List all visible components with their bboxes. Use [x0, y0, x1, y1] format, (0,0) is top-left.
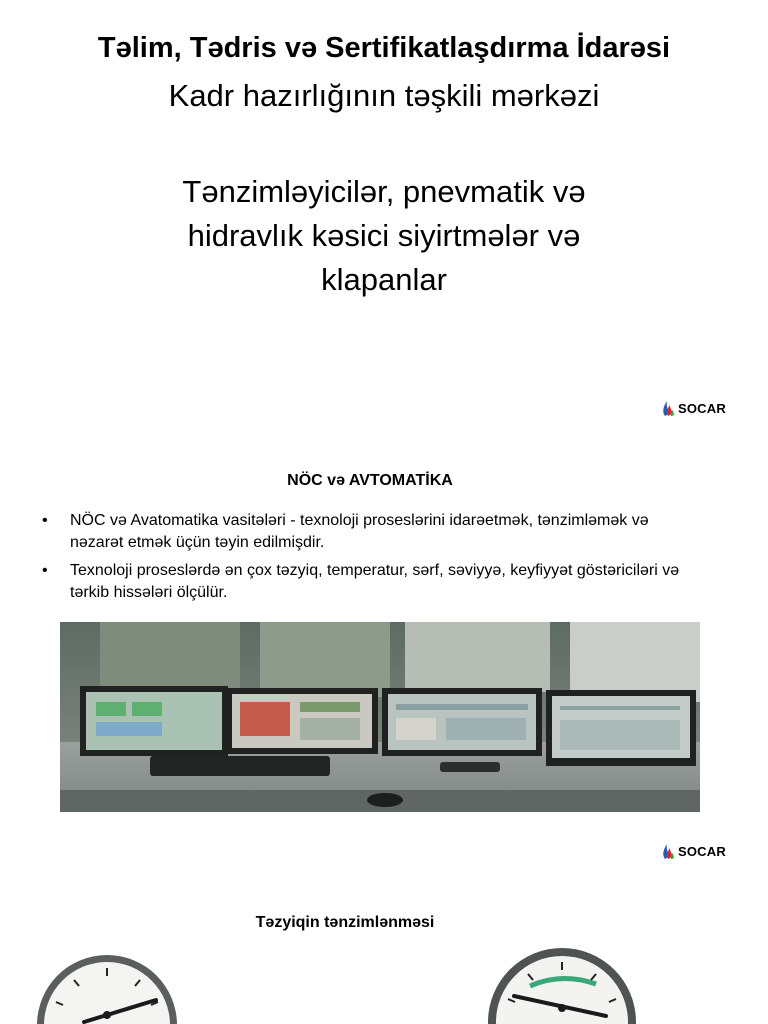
- logo-wordmark: SOCAR: [678, 400, 726, 416]
- topic-line: klapanlar: [321, 262, 447, 297]
- socar-flame-icon: [661, 399, 675, 417]
- bullet-text: NÖC və Avatomatika vasitələri - texnoloji proseslərini idarəetmək, tənzimləmək və nəzarət etmək üçün təyin edilmişdir.: [70, 512, 649, 551]
- title-slide: [0, 0, 768, 440]
- automation-slide: [0, 440, 768, 872]
- slide-subtitle: Kadr hazırlığının təşkili mərkəzi: [168, 78, 600, 113]
- list-item: [42, 560, 692, 604]
- pressure-slide: [0, 872, 768, 1024]
- slide-title: NÖC və AVTOMATİKA: [287, 472, 453, 489]
- socar-flame-icon: [661, 842, 675, 860]
- list-item: [42, 510, 692, 554]
- control-room-illustration: [60, 622, 700, 812]
- topic-line: Tənzimləyicilər, pnevmatik və: [182, 174, 586, 209]
- topic-heading: [104, 170, 664, 302]
- bullet-marker: •: [42, 512, 48, 529]
- pressure-gauge-icon: [34, 952, 180, 1024]
- slide-title: Təzyiqin tənzimlənməsi: [255, 914, 435, 931]
- bullet-marker: •: [42, 562, 48, 579]
- socar-logo: [661, 399, 726, 417]
- socar-logo: [661, 842, 726, 860]
- topic-line: hidravlık kəsici siyirtmələr və: [187, 218, 581, 253]
- pressure-gauge-icon: [486, 944, 638, 1024]
- control-room-photo: [60, 622, 700, 812]
- slide-title: Təlim, Tədris və Sertifikatlaşdırma İdarəsi: [97, 32, 671, 64]
- logo-wordmark: SOCAR: [678, 843, 726, 859]
- bullet-text: Texnoloji proseslərdə ən çox təzyiq, temperatur, sərf, səviyyə, keyfiyyət göstəriciləri və tərkib hissələri ölçülür.: [70, 562, 680, 601]
- bullet-list: [42, 510, 692, 610]
